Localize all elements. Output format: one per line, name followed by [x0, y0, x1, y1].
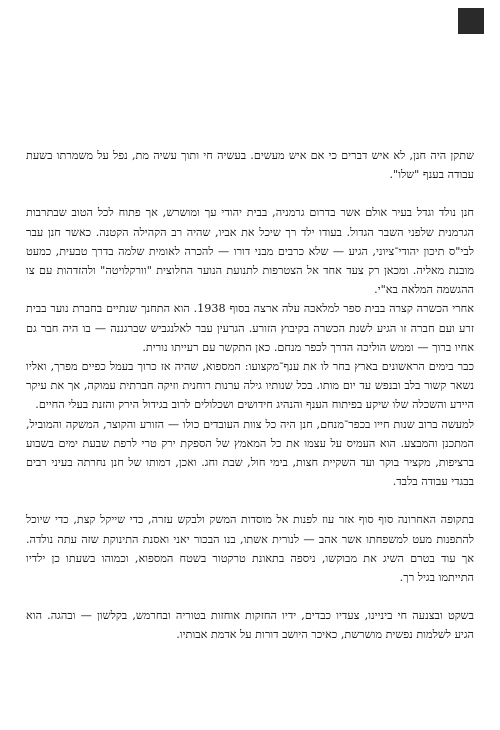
paragraph-2: חנן נולד וגדל בעיר אולם אשר בדרום גרמניה, בבית יהודי עך ומושרש, אך פתוח לכל הטוב שבתרבות הגרמנית שלפני השבר הגדול. בעודו ילד רך שיכל את אביו, שהיה רב הקהילה הקטנה. כאשר חנן עבר לבי"ס תיכון יהודי־ציוני, הגיע — שלא כרבים מבני דורו — להכרה לאומית שלמה בדרך טבעית, כמעט מובנת מאליה. ומכאן רק צעד אחד אל הצטרפות לתנועת הנוער החלוצית "וורקלויטה" ולהזדהות עם צו ההגשמה המלאה בא"י. — [26, 206, 474, 297]
paragraph-3: אחרי הכשרה קצרה בבית ספר למלאכה עלה ארצה בסוף 1938. הוא התחנך שנתיים בחברת נוער בבית זרע ועם חברה זו הגיע לשנת הכשרה בקיבוץ הזורע. הגרעין עבר לאלנגביש שברגננה — בו היה חבר גם אחיו ברוך — וממש הוליכה הדרך לכפר מנחם. כאן התקשר עם רעייתו נורית. — [26, 302, 474, 354]
page-corner-mark — [458, 8, 484, 34]
paragraph-4: כבר בימים הראשונים בארץ בחר לו את ענף־מקצועו: המספוא, שהיה אז כרוך בעמל כפיים מפרך, ואליו נשאר קשור בלב ובנפש עד יום מותו. בכל שנותיו גילה ערנות רוחנית וזיקה חברתית עמוקה, אך את עיקר היידע והשכלה שלו שיקע בפיתוח הענף והנהיג חידושים ושכלולים לרוב בגידול הירק והזנת בעלי החיים. — [26, 360, 474, 412]
paragraph-7: בשקט ובצנעה חי ביניינו, צעדיו כבדים, ידיו החזקות אוחזות בטוריה ובחרמש, בקלשון — ובהגה. הוא הגיע לשלמות נפשית מושרשת, כאיכר היושב דורות על אדמת אבותיו. — [26, 609, 474, 642]
paragraph-1: שתקן היה חנן, לא איש דברים כי אם איש מעשים. בעשיה חי ותוך עשיה מת, נפל על משמרתו בשעת עבודה בענף "שלו". — [26, 149, 474, 182]
paragraph-6: בתקופה האחרונה סוף סוף אזר עוז לפנות אל מוסדות המשק ולבקש עזרה, כדי שייקל קצת, כדי שיוכל להתפנות מעט למשפחתו אשר אהב — לנורית אשתו, בנו הבכור יאני ואסנת התינוקת שזה עתה נולדה. אך עוד בטרם השיג את מבוקשו, ניספה בתאונת טרקטור בשטח המספוא, וכמוהו בשעתו כן ילדיו התייתמו בגיל רך. — [26, 513, 474, 585]
paragraph-5: למעשה ברוב שנות חייו בכפר־מנחם, חנן היה כל צוות העובדים כולו — הזורע והקוצר, המשקה והמוביל, המתכנן והמבצע. הוא העמיס על עצמו את כל המאמץ של הספקת ירק טרי לרפת שבעת ימים בשבוע ברציפות, מקציר בוקר ועד השקיית חצות, בימי חול, שבת וחג. ואכן, דמותו של חנן נחרתה בעיני רבים בבגדי עבודה בלבד. — [26, 417, 474, 489]
memorial-text — [26, 146, 474, 645]
